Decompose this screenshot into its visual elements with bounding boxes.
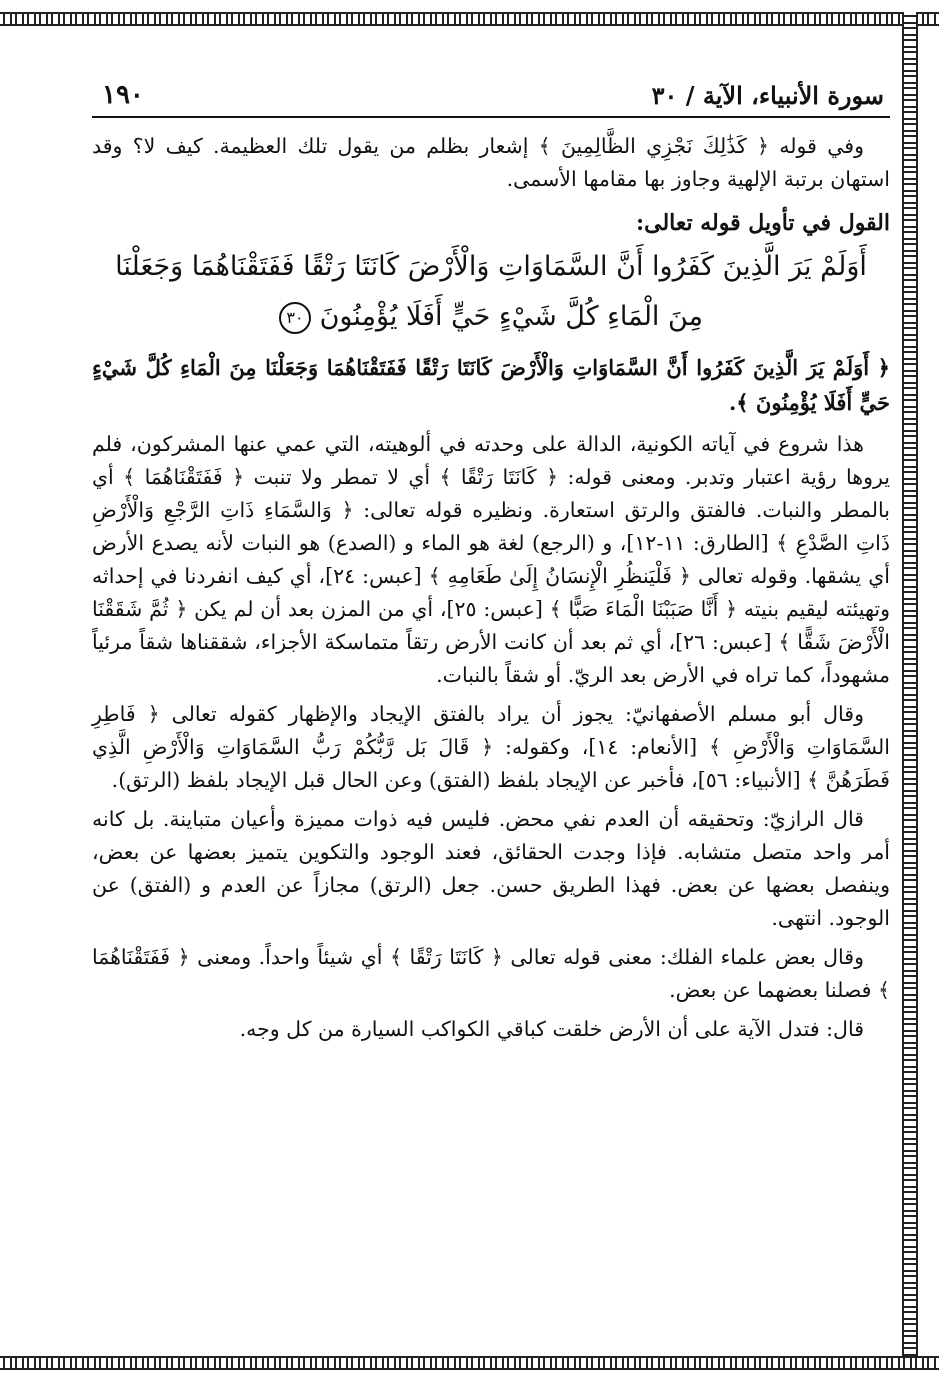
surah-title: سورة الأنبياء، الآية / ٣٠: [651, 81, 884, 110]
commentary-paragraph-4: وقال بعض علماء الفلك: معنى قوله تعالى ﴿ كَانَتَا رَتْقًا ﴾ أي شيئاً واحداً. ومعنى ﴿ فَفَتَقْنَاهُمَا ﴾ فصلنا بعضهما عن بعض.: [92, 945, 890, 1002]
decorative-border-right: [902, 12, 918, 1370]
commentary-paragraph-2: وقال أبو مسلم الأصفهانيّ: يجوز أن يراد بالفتق الإيجاد والإظهار كقوله تعالى ﴿ فَاطِرِ السَّمَاوَاتِ وَالْأَرْضِ ﴾ [الأنعام: ١٤]، وكقوله: ﴿ قَالَ بَل رَّبُّكُمْ رَبُّ السَّمَاوَاتِ وَالْأَرْضِ الَّذِي فَطَرَهُنَّ ﴾ [الأنبياء: ٥٦]، فأخبر عن الإيجاد بلفظ (الفتق) وعن الحال قبل الإيجاد بلفظ (الرتق).: [92, 702, 890, 792]
commentary-paragraph-3: قال الرازيّ: وتحقيقه أن العدم نفي محض. فليس فيه ذوات مميزة وأعيان متباينة. بل كانه أمر واحد متصل متشابه. فإذا وجدت الحقائق، فعند الوجود والتكوين يتميز بعضها عن بعض، وينفصل بعضها عن بعض. فهذا الطريق حسن. جعل (الرتق) مجازاً عن العدم و (الفتق) عن الوجود. انتهى.: [92, 807, 890, 930]
intro-paragraph: وفي قوله ﴿ كَذَٰلِكَ نَجْزِي الظَّالِمِينَ ﴾ إشعار بظلم من يقول تلك العظيمة. كيف لا؟ وقد استهان برتبة الإلهية وجاوز بها مقامها الأسمى.: [92, 134, 890, 191]
quran-verse: [92, 242, 890, 342]
aya-number-mark: ٣٠: [279, 302, 311, 334]
commentary-paragraph-5: قال: فتدل الآية على أن الأرض خلقت كباقي الكواكب السيارة من كل وجه.: [239, 1017, 864, 1041]
page-header: [92, 78, 890, 118]
verse-line-2: [92, 292, 890, 342]
decorative-border-bottom: [0, 1356, 939, 1370]
page-number: ١٩٠: [102, 80, 144, 110]
decorative-border-top: [0, 12, 939, 26]
commentary-paragraph-1: هذا شروع في آياته الكونية، الدالة على وحدته في ألوهيته، التي عمي عنها المشركون، فلم يروها رؤية اعتبار وتدبر. ومعنى قوله: ﴿ كَانَتَا رَتْقًا ﴾ أي لا تمطر ولا تنبت ﴿ فَفَتَقْنَاهُمَا ﴾ أي بالمطر والنبات. فالفتق والرتق استعارة. ونظيره قوله تعالى: ﴿ وَالسَّمَاءِ ذَاتِ الرَّجْعِ وَالْأَرْضِ ذَاتِ الصَّدْعِ ﴾ [الطارق: ١١-١٢]، و (الرجع) لغة هو الماء و (الصدع) هو النبات لأنه يصدع الأرض أي يشقها. وقوله تعالى ﴿ فَلْيَنظُرِ الْإِنسَانُ إِلَىٰ طَعَامِهِ ﴾ [عبس: ٢٤]، أي كيف انفردنا في إحداثه وتهيئته ليقيم بنيته ﴿ أَنَّا صَبَبْنَا الْمَاءَ صَبًّا ﴾ [عبس: ٢٥]، أي من المزن بعد أن لم يكن ﴿ ثُمَّ شَقَقْنَا الْأَرْضَ شَقًّا ﴾ [عبس: ٢٦]، أي ثم بعد أن كانت الأرض رتقاً متماسكة الأجزاء، شققناها شقاً مرئياً مشهوداً، كما تراه في الأرض بعد الريّ. أو شقاً بالنبات.: [92, 432, 891, 687]
verse-line-1: أَوَلَمْ يَرَ الَّذِينَ كَفَرُوا أَنَّ السَّمَاوَاتِ وَالْأَرْضَ كَانَتَا رَتْقًا فَفَتَقْنَاهُمَا وَجَعَلْنَا: [115, 251, 867, 282]
bold-verse-quote: ﴿ أَوَلَمْ يَرَ الَّذِينَ كَفَرُوا أَنَّ السَّمَاوَاتِ وَالْأَرْضَ كَانَتَا رَتْقًا فَفَتَقْنَاهُمَا وَجَعَلْنَا مِنَ الْمَاءِ كُلَّ شَيْءٍ حَيٍّ أَفَلَا يُؤْمِنُونَ ﴾.: [92, 355, 890, 415]
section-heading: القول في تأويل قوله تعالى:: [636, 210, 890, 236]
verse-line-2-text: مِنَ الْمَاءِ كُلَّ شَيْءٍ حَيٍّ أَفَلَا يُؤْمِنُونَ: [319, 301, 704, 332]
page-body: [92, 78, 890, 1346]
